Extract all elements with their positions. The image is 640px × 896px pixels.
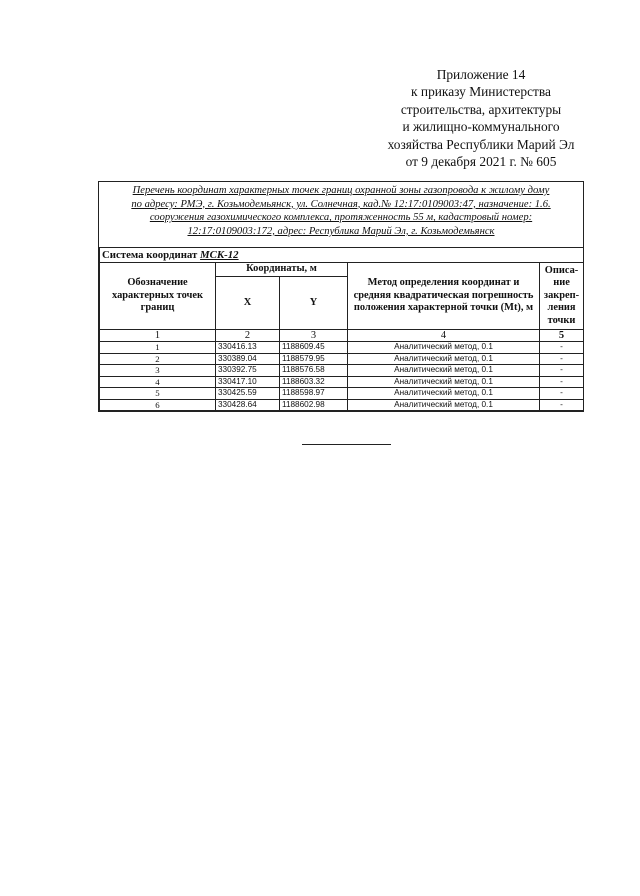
coordinate-system-value: МСК-12	[200, 249, 239, 261]
x-cell: 330425.59	[216, 388, 280, 400]
column-number: 4	[348, 330, 540, 342]
appendix-line: и жилищно-коммунального	[402, 119, 560, 135]
header-method: Метод определения координат и средняя квадратическая погрешность положения характерной точки (Mt), м	[348, 263, 540, 330]
x-cell: 330392.75	[216, 365, 280, 377]
table-row	[100, 365, 584, 377]
header-row	[100, 263, 584, 277]
y-cell: 1188598.97	[280, 388, 348, 400]
coordinates-frame	[98, 181, 584, 412]
appendix-heading	[350, 66, 612, 170]
table-row	[100, 388, 584, 400]
table-row	[100, 399, 584, 411]
header-coordinates: Координаты, м	[216, 263, 348, 277]
description-cell: -	[540, 353, 584, 365]
x-cell: 330416.13	[216, 342, 280, 354]
y-cell: 1188602.98	[280, 399, 348, 411]
appendix-line: хозяйства Республики Марий Эл	[387, 136, 575, 152]
appendix-line: к приказу Министерства	[411, 84, 551, 100]
method-cell: Аналитический метод, 0.1	[348, 365, 540, 377]
method-cell: Аналитический метод, 0.1	[348, 353, 540, 365]
caption-line: сооружения газохимического комплекса, протяженность 55 м, кадастровый номер:	[149, 212, 533, 224]
caption-line: Перечень координат характерных точек границ охранной зоны газопровода к жилому дому	[132, 185, 550, 196]
description-cell: -	[540, 342, 584, 354]
method-cell: Аналитический метод, 0.1	[348, 342, 540, 354]
coordinate-system-cell	[100, 248, 584, 263]
method-cell: Аналитический метод, 0.1	[348, 376, 540, 388]
y-cell: 1188579.95	[280, 353, 348, 365]
coordinate-system-label: Система координат	[102, 249, 201, 261]
description-cell: -	[540, 399, 584, 411]
description-cell: -	[540, 365, 584, 377]
point-cell: 1	[100, 342, 216, 354]
x-cell: 330428.64	[216, 399, 280, 411]
caption-line: 12:17:0109003:172, адрес: Республика Марий Эл, г. Козьмодемьянск	[187, 225, 495, 237]
table-row	[100, 353, 584, 365]
header-x: X	[216, 277, 280, 330]
column-number: 5	[540, 330, 584, 342]
coordinate-system-row	[100, 248, 584, 263]
caption-line: по адресу: РМЭ, г. Козьмодемьянск, ул. Солнечная, кад.№ 12:17:0109003:47, назначение: 1.6.	[131, 198, 551, 210]
method-cell: Аналитический метод, 0.1	[348, 399, 540, 411]
column-number-row	[100, 330, 584, 342]
header-description: Описа-ние закреп-ления точки	[540, 263, 584, 330]
point-cell: 3	[100, 365, 216, 377]
point-cell: 6	[100, 399, 216, 411]
column-number: 2	[216, 330, 280, 342]
column-number: 3	[280, 330, 348, 342]
appendix-line: строительства, архитектуры	[400, 101, 562, 117]
y-cell: 1188609.45	[280, 342, 348, 354]
column-number: 1	[100, 330, 216, 342]
point-cell: 4	[100, 376, 216, 388]
coordinates-table	[99, 248, 584, 411]
y-cell: 1188603.32	[280, 376, 348, 388]
table-row	[100, 376, 584, 388]
point-cell: 5	[100, 388, 216, 400]
appendix-line: Приложение 14	[436, 67, 526, 82]
appendix-line: от 9 декабря 2021 г. № 605	[405, 154, 557, 170]
table-caption	[99, 182, 583, 248]
y-cell: 1188576.58	[280, 365, 348, 377]
point-cell: 2	[100, 353, 216, 365]
header-points: Обозначение характерных точек границ	[100, 263, 216, 330]
closing-rule	[302, 444, 391, 445]
table-row	[100, 342, 584, 354]
method-cell: Аналитический метод, 0.1	[348, 388, 540, 400]
header-y: Y	[280, 277, 348, 330]
x-cell: 330389.04	[216, 353, 280, 365]
description-cell: -	[540, 388, 584, 400]
x-cell: 330417.10	[216, 376, 280, 388]
description-cell: -	[540, 376, 584, 388]
